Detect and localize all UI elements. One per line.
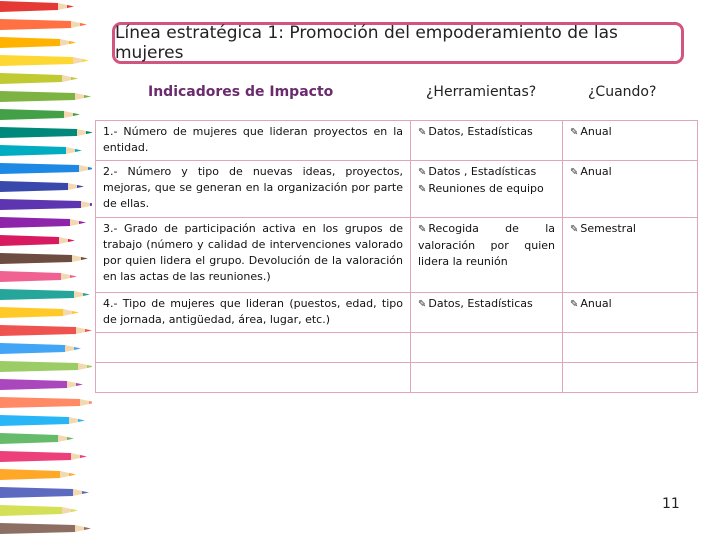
pencil-bullet-icon: ✎ xyxy=(418,299,427,310)
pencil-tip xyxy=(70,275,77,278)
page-number: 11 xyxy=(662,496,680,512)
pencil-tip xyxy=(71,77,78,80)
tool-text: Datos , Estadísticas xyxy=(428,165,537,178)
pencil-body xyxy=(0,433,58,444)
pencil-tip xyxy=(85,329,92,332)
pencil-tip xyxy=(78,419,85,422)
header-indicadores: Indicadores de Impacto xyxy=(148,84,334,100)
table-row xyxy=(96,161,698,218)
pencil-tip xyxy=(86,131,92,134)
pencil-bullet-icon: ✎ xyxy=(418,224,427,235)
pencil-tip xyxy=(84,95,91,98)
when-text: Anual xyxy=(580,165,612,178)
tool-text: Reuniones de equipo xyxy=(428,182,544,195)
pencil-body xyxy=(0,73,62,84)
indicator-cell: 2.- Número y tipo de nuevas ideas, proyectos, mejoras, que se generan en la organización por parte de ellas. xyxy=(96,161,411,218)
pencil-body xyxy=(0,307,63,318)
pencil-bullet-icon: ✎ xyxy=(570,127,579,138)
pencil-body xyxy=(0,199,81,210)
tool-text: Recogida de la valoración por quien lidera la reunión xyxy=(418,222,555,268)
pencil-body xyxy=(0,145,66,156)
page-title: Línea estratégica 1: Promoción del empoderamiento de las mujeres xyxy=(112,22,684,64)
pencil-body xyxy=(0,379,67,390)
pencil-tip xyxy=(84,527,91,530)
empty-cell xyxy=(563,333,698,363)
pencil-body xyxy=(0,469,60,480)
pencil-body xyxy=(0,505,62,516)
pencil-tip xyxy=(80,455,87,458)
pencil-body xyxy=(0,289,74,300)
pencil-body xyxy=(0,55,73,66)
when-text: Anual xyxy=(580,297,612,310)
table-row xyxy=(96,121,698,161)
pencil-tip xyxy=(69,41,76,44)
pencil-body xyxy=(0,181,68,192)
header-cuando: ¿Cuando? xyxy=(588,84,657,100)
pencil-tip xyxy=(75,149,82,152)
indicator-cell: 3.- Grado de participación activa en los grupos de trabajo (número y calidad de intervenciones valorado por quien lidera el grupo. Devolución de la valoración en las actas de las reuniones.) xyxy=(96,218,411,293)
tools-cell xyxy=(411,161,563,218)
pencil-tip xyxy=(82,59,89,62)
colored-pencils-decoration xyxy=(0,0,92,540)
when-cell xyxy=(563,293,698,333)
pencil-body xyxy=(0,361,78,372)
pencil-tip xyxy=(81,257,88,260)
pencil-tip xyxy=(80,23,87,26)
indicator-cell: 1.- Número de mujeres que lideran proyectos en la entidad. xyxy=(96,121,411,161)
pencil-body xyxy=(0,271,61,282)
pencil-tip xyxy=(83,293,90,296)
tool-item xyxy=(418,124,555,141)
tool-item xyxy=(418,221,555,270)
pencil-tip xyxy=(73,113,80,116)
pencil-body xyxy=(0,37,60,48)
indicator-cell: 4.- Tipo de mujeres que lideran (puestos, edad, tipo de jornada, antigüedad, área, lugar, etc.) xyxy=(96,293,411,333)
pencil-bullet-icon: ✎ xyxy=(570,167,579,178)
indicators-table xyxy=(95,120,698,393)
table-row xyxy=(96,293,698,333)
table-row xyxy=(96,218,698,293)
empty-cell xyxy=(563,363,698,393)
pencil-tip xyxy=(68,239,75,242)
pencil-body xyxy=(0,487,73,498)
pencil-tip xyxy=(87,365,92,368)
pencil-body xyxy=(0,253,72,264)
pencil-tip xyxy=(79,221,86,224)
pencil-bullet-icon: ✎ xyxy=(570,224,579,235)
pencil-tip xyxy=(82,491,89,494)
pencil-tip xyxy=(71,509,78,512)
tool-text: Datos, Estadísticas xyxy=(428,125,533,138)
pencil-body xyxy=(0,451,71,462)
pencil-bullet-icon: ✎ xyxy=(418,127,427,138)
pencil-tip xyxy=(89,401,92,404)
pencil-body xyxy=(0,325,76,336)
empty-table-row xyxy=(96,363,698,393)
pencil-body xyxy=(0,127,77,138)
tools-cell xyxy=(411,293,563,333)
pencil-body xyxy=(0,109,64,120)
pencil-body xyxy=(0,235,59,246)
tool-item xyxy=(418,181,555,198)
pencil-body xyxy=(0,217,70,228)
empty-table-row xyxy=(96,333,698,363)
when-cell xyxy=(563,161,698,218)
pencil-body xyxy=(0,91,75,102)
pencil-tip xyxy=(88,167,92,170)
when-cell xyxy=(563,121,698,161)
empty-cell xyxy=(411,333,563,363)
pencil-body xyxy=(0,19,71,30)
pencil-tip xyxy=(67,437,74,440)
empty-cell xyxy=(96,363,411,393)
tool-text: Datos, Estadísticas xyxy=(428,297,533,310)
pencil-body xyxy=(0,163,79,174)
when-cell xyxy=(563,218,698,293)
pencil-tip xyxy=(90,203,92,206)
pencil-tip xyxy=(77,185,84,188)
tool-item xyxy=(418,296,555,313)
pencil-bullet-icon: ✎ xyxy=(418,167,427,178)
pencil-body xyxy=(0,1,58,12)
pencil-tip xyxy=(74,347,81,350)
empty-cell xyxy=(411,363,563,393)
when-text: Anual xyxy=(580,125,612,138)
pencil-tip xyxy=(69,473,76,476)
pencil-bullet-icon: ✎ xyxy=(570,299,579,310)
pencil-body xyxy=(0,415,69,426)
empty-cell xyxy=(96,333,411,363)
pencil-body xyxy=(0,343,65,354)
when-text: Semestral xyxy=(580,222,636,235)
tools-cell xyxy=(411,121,563,161)
tools-cell xyxy=(411,218,563,293)
pencil-tip xyxy=(72,311,79,314)
pencil-body xyxy=(0,523,75,534)
pencil-tip xyxy=(67,5,74,8)
pencil-bullet-icon: ✎ xyxy=(418,184,427,195)
pencil-tip xyxy=(76,383,83,386)
header-herramientas: ¿Herramientas? xyxy=(426,84,537,100)
tool-item xyxy=(418,164,555,181)
pencil-body xyxy=(0,397,80,408)
